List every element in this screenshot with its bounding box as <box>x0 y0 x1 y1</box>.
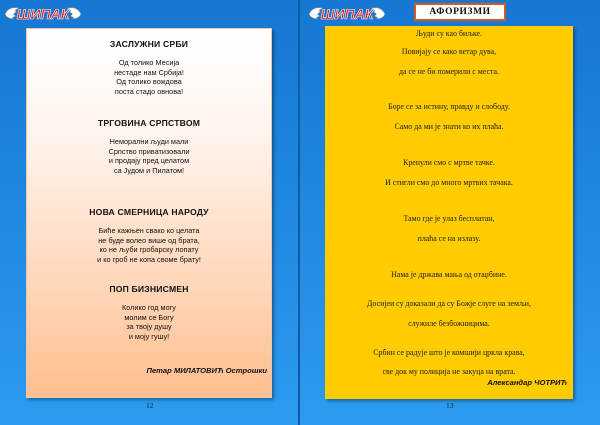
winged-logo-icon <box>307 2 387 26</box>
poem-line: Колико год могу <box>122 303 176 312</box>
poem-line: Неморални људи мали <box>109 137 189 146</box>
poem-line: Од толико вождова <box>116 77 182 87</box>
poem-title: НОВА СМЕРНИЦА НАРОДУ <box>89 207 209 217</box>
poem-line: и мојy гушу! <box>128 331 170 341</box>
aphorism-line: Кренули смо с мртве тачке. <box>403 158 495 167</box>
author-signature: Александар ЧОТРИЋ <box>487 378 567 387</box>
aphorism-line: Повијају се како ветар дува, <box>401 47 497 56</box>
poem-title: ЗАСЛУЖНИ СРБИ <box>109 39 189 49</box>
poem-title: ПОП БИЗНИСМЕН <box>109 284 189 294</box>
poem-line: Српство приватизовали <box>108 146 190 156</box>
poem-line: Од толико Месија <box>118 58 180 67</box>
aphorism-line: плаћа се на излазу. <box>417 234 481 243</box>
logo-text: ШИПАК <box>16 6 70 22</box>
poem-line: Биће кажњен свако ко целата <box>98 226 200 235</box>
aphorism-line: И стигли смо до много мртвих тачака. <box>385 178 513 187</box>
section-header: АФОРИЗМИ <box>414 3 506 21</box>
sipak-logo-left <box>3 2 83 26</box>
poem-line: за твоју душу <box>126 322 172 332</box>
poem-line: молим се Богу <box>124 312 174 322</box>
poem-title: ТРГОВИНА СРПСТВОМ <box>97 118 201 128</box>
logo-text: ШИПАК <box>320 6 374 22</box>
poem-3 <box>27 207 271 264</box>
poem-line: са Јудом и Пилатом! <box>113 165 185 175</box>
aphorism-line: Србин се радује што је комшији цркла крава, <box>373 348 525 357</box>
poem-4 <box>27 284 271 341</box>
poem-line: поста стадо овнова! <box>114 86 184 96</box>
poem-1 <box>27 39 271 96</box>
poem-line: не буде волео више од брата, <box>98 235 200 245</box>
aphorism-line: Боре се за истину, правду и слободу. <box>388 102 510 111</box>
aphorism-line: служиле безбожницима. <box>408 319 490 328</box>
aphorism-line: Досијеи су доказали да су Божје слуге на земљи, <box>367 299 531 308</box>
poems-panel <box>26 28 272 398</box>
poem-line: и продају пред целатом <box>108 156 190 166</box>
page-number: 12 <box>146 401 154 410</box>
aphorism-line: све док му полиција не закуца на врата. <box>382 367 516 376</box>
right-page <box>300 0 600 425</box>
aphorism-line: Тамо где је улаз бесплатан, <box>403 214 495 223</box>
page-number: 13 <box>446 401 454 410</box>
aphorism-line: Само да ми је знати ко их плаћа. <box>394 122 504 131</box>
poem-line: и ко гроб не копа своме брату! <box>97 254 201 264</box>
poem-line: нестаде нам Србија! <box>114 67 184 77</box>
author-signature: Петар МИЛАТОВИЋ Острошки <box>146 366 267 375</box>
sipak-logo-right <box>307 2 387 26</box>
aphorism-line: да се не би померили с места. <box>399 67 499 76</box>
poem-2 <box>27 118 271 175</box>
aphorisms-panel <box>325 26 573 399</box>
aphorism-line: Људи су као биљке. <box>415 29 483 38</box>
aphorism-line: Нама је држава мања од отаџбине. <box>391 270 507 279</box>
poem-line: ко не љуби гробарску лопату <box>99 245 199 255</box>
winged-logo-icon <box>3 2 83 26</box>
